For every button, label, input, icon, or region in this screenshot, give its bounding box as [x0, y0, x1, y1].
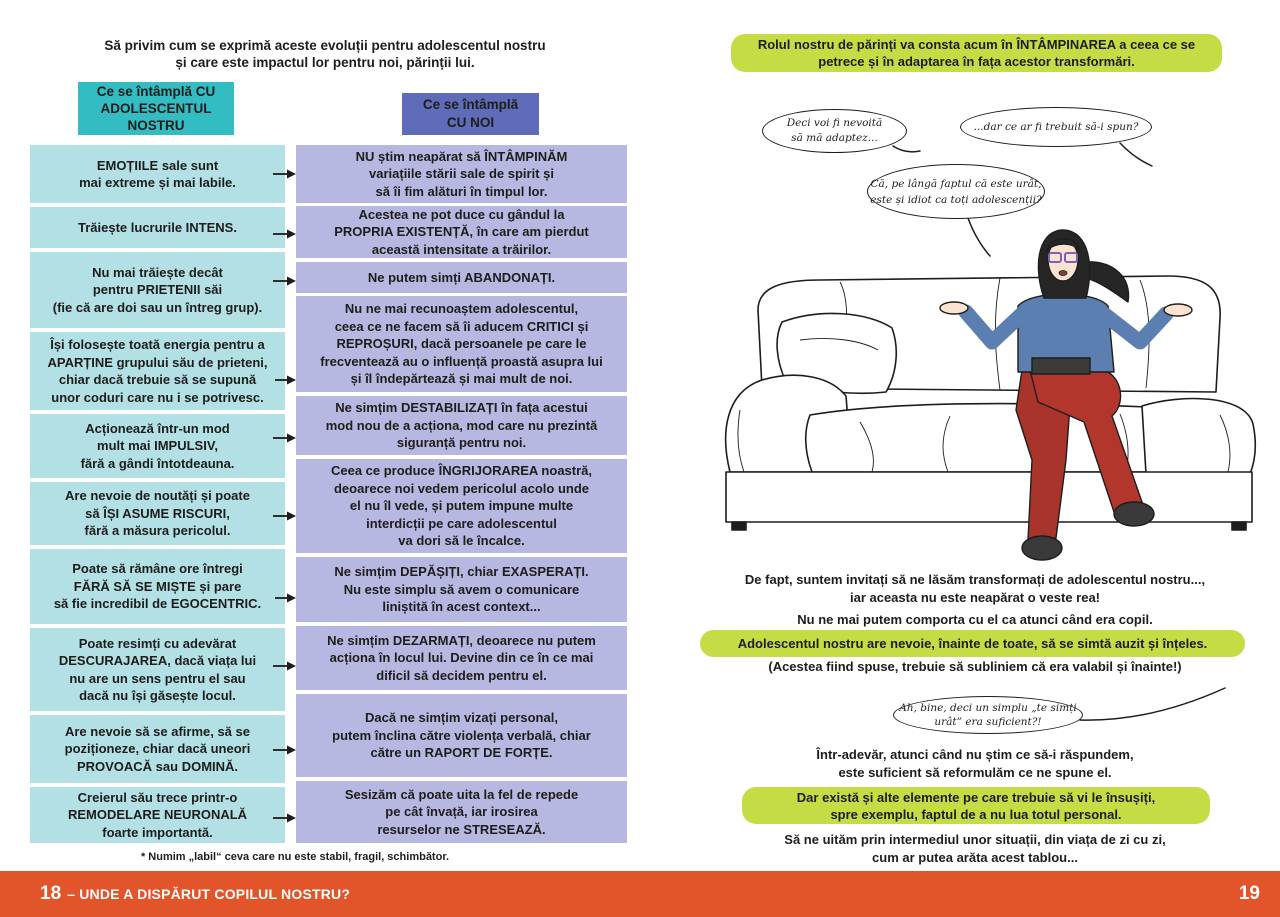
cell-text-line: acționa în locul lui. Devine din ce în ce mai: [329, 650, 594, 666]
cell-text-line: Nu este simplu să avem o comunicare: [343, 581, 580, 597]
cell-text-line: chiar dacă trebuie să se supună: [58, 372, 257, 387]
cell-text-line: PROPRIA EXISTENȚĂ, în care am pierdut: [334, 224, 589, 240]
paragraph-line: Să ne uităm prin intermediul unor situații, din viața de zi cu zi,: [784, 832, 1166, 847]
highlight-line: petrece și în adaptarea în fața acestor transformări.: [818, 54, 1135, 69]
cell-text-line: Nu ne mai recunoaștem adolescentul,: [344, 301, 579, 317]
row-4-adolescent-cell: [30, 332, 285, 410]
cell-text-line: poziționeze, chiar dacă uneori: [64, 741, 251, 757]
row-5-adolescent-cell: [30, 414, 285, 478]
cell-text-line: pe cât învață, iar irosirea: [385, 804, 538, 820]
cell-text-line: Are nevoie să se afirme, să se: [64, 723, 250, 739]
bubble-line: urât” era suficient?!: [934, 716, 1042, 728]
cell-text-line: să ÎȘI ASUME RISCURI,: [85, 505, 230, 521]
row-9-adolescent-cell: [30, 715, 285, 783]
cell-text-line: Acestea ne pot duce cu gândul la: [358, 206, 565, 222]
speech-tail-icon: [1120, 143, 1152, 166]
highlight-line: Rolul nostru de părinți va consta acum în ÎNTÂMPINAREA a ceea ce se: [757, 37, 1196, 52]
highlight-line: spre exemplu, faptul de a nu lua totul personal.: [830, 806, 1122, 822]
page-number-right: 19: [1238, 883, 1260, 904]
bubble-line: ...dar ce ar fi trebuit să-i spun?: [973, 120, 1139, 133]
cell-text-line: să fie incredibil de EGOCENTRIC.: [53, 596, 262, 612]
cell-text-line: Are nevoie de noutăți și poate: [65, 488, 250, 504]
footnote: [0, 849, 590, 865]
speech-bubble-4: [893, 696, 1083, 734]
cell-text-line: liniștită în acest context...: [382, 599, 541, 615]
intro-highlight: [731, 34, 1222, 72]
column-header-parents: [402, 93, 539, 135]
cell-text-line: el nu îl vede, și putem impune multe: [349, 498, 574, 514]
row-10-adolescent-cell: [30, 787, 285, 843]
speech-bubble-2: [960, 107, 1152, 147]
row-6-parents-cell: [296, 459, 627, 553]
highlight-line: Dar există și alte elemente pe care trebuie să vi le însușiți,: [796, 789, 1156, 805]
cell-text-line: Ceea ce produce ÎNGRIJORAREA noastră,: [330, 463, 593, 479]
highlight-heard-understood: [700, 630, 1245, 657]
cell-text-line: interdicții pe care adolescentul: [366, 515, 557, 531]
cell-text-line: frecventează au o influență proastă asupra lui: [320, 353, 603, 369]
cell-text-line: mult mai IMPULSIV,: [97, 438, 218, 454]
cell-text-line: ceea ce ne facem să îi aducem CRITICI și: [334, 318, 589, 334]
cell-text-line: Își folosește toată energia pentru a: [50, 337, 265, 352]
intro-line: Să privim cum se exprimă aceste evoluții pentru adolescentul nostru: [104, 38, 546, 53]
cell-text-line: foarte importantă.: [102, 824, 213, 840]
cell-text-line: Ne simțim DESTABILIZAȚI în fața acestui: [335, 400, 588, 416]
bubble-line: este și idiot ca toți adolescenții?: [870, 193, 1042, 206]
cell-text-line: REMODELARE NEURONALĂ: [67, 807, 248, 823]
paragraph-situations: [700, 831, 1250, 866]
paragraph-line: cum ar putea arăta acest tablou...: [872, 849, 1078, 865]
row-3-adolescent-cell: [30, 252, 285, 328]
cell-text-line: nu are un sens pentru el sau: [69, 670, 246, 686]
cell-text-line: Trăiește lucrurile INTENS.: [78, 219, 237, 235]
cell-text-line: fără a gândi întotdeauna.: [80, 455, 235, 471]
speech-tail-icon: [1080, 688, 1225, 720]
row-10-parents-cell: [296, 781, 627, 843]
row-5-parents-cell: [296, 396, 627, 455]
speech-bubble-3: [867, 164, 1045, 219]
column-header-line: Ce se întâmplă CU: [96, 84, 216, 99]
cell-text-line: fără a măsura pericolul.: [84, 523, 231, 539]
paragraph-not-a-child: [700, 611, 1250, 629]
paragraph-line: Într-adevăr, atunci când nu știm ce să-i răspundem,: [816, 747, 1134, 762]
column-header-adolescent: [78, 82, 234, 135]
footer-bar: [0, 871, 1280, 917]
cell-text-line: (fie că are doi sau un întreg grup).: [52, 299, 263, 315]
running-title: – UNDE A DISPĂRUT COPILUL NOSTRU?: [67, 886, 351, 902]
cell-text-line: Poate să rămâne ore întregi: [72, 561, 243, 577]
cell-text-line: Dacă ne simțim vizați personal,: [365, 710, 558, 726]
bubble-line: Ah, bine, deci un simplu „te simți: [899, 702, 1077, 714]
row-7-parents-cell: [296, 557, 627, 622]
parent-on-couch-illustration: [700, 210, 1258, 570]
cell-text-line: mai extreme și mai labile.: [79, 175, 236, 190]
cell-text-line: mod nou de a acționa, mod care nu prezintă: [325, 417, 598, 433]
cell-text-line: Creierul său trece printr-o: [77, 789, 238, 805]
paragraph-reformulate: [700, 746, 1250, 781]
cell-text-line: va dori să le încalce.: [398, 533, 525, 549]
cell-text-line: Ne simțim DEZARMAȚI, deoarece nu putem: [327, 632, 596, 648]
row-2-adolescent-cell: [30, 207, 285, 248]
cell-text-line: Acționează într-un mod: [85, 420, 230, 436]
cell-text-line: variațiile stării sale de spirit și: [369, 166, 554, 182]
cell-text-line: pentru PRIETENII săi: [92, 282, 223, 298]
cell-text-line: dificil să decidem pentru el.: [376, 667, 547, 683]
cell-text-line: siguranță pentru noi.: [396, 435, 527, 451]
cell-text-line: resurselor ne STRESEAZĂ.: [377, 821, 546, 837]
paragraph-line: (Acestea fiind spuse, trebuie să subliniem că era valabil și înainte!): [768, 659, 1182, 675]
cell-text-line: Nu mai trăiește decât: [92, 264, 223, 280]
row-6-adolescent-cell: [30, 482, 285, 545]
cell-text-line: APARȚINE grupului său de prieteni,: [47, 354, 268, 370]
row-3-parents-cell: [296, 262, 627, 293]
bubble-line: Deci voi fi nevoită: [786, 117, 883, 129]
cell-text-line: dacă nu își găsește locul.: [79, 688, 236, 703]
paragraph-line: iar aceasta nu este neapărat o veste rea!: [849, 589, 1101, 605]
paragraph-aside: [700, 658, 1250, 676]
paragraph-line: este suficient să reformulăm ce ne spune el.: [838, 764, 1112, 780]
column-header-line: ADOLESCENTUL: [100, 101, 212, 116]
cell-text-line: să îi fim alături în timpul lor.: [375, 183, 548, 199]
paragraph-line: Nu ne mai putem comporta cu el ca atunci când era copil.: [797, 612, 1153, 628]
cell-text-line: Ne putem simți ABANDONAȚI.: [367, 269, 556, 285]
cell-text-line: PROVOACĂ sau DOMINĂ.: [76, 758, 239, 774]
cell-text-line: DESCURAJAREA, dacă viața lui: [58, 653, 257, 668]
row-7-adolescent-cell: [30, 549, 285, 624]
cell-text-line: și îl îndepărtează și mai mult de noi.: [350, 371, 573, 387]
bubble-line: să mă adaptez...: [791, 132, 878, 144]
footnote-line: * Numim „labil“ ceva care nu este stabil, fragil, schimbător.: [140, 851, 450, 863]
column-header-line: Ce se întâmplă: [422, 97, 519, 112]
cell-text-line: Poate resimți cu adevărat: [78, 635, 237, 651]
cell-text-line: putem înclina către violența verbală, chiar: [332, 727, 591, 743]
cell-text-line: NU știm neapărat să ÎNTÂMPINĂM: [355, 148, 568, 164]
highlight-not-personal: [742, 787, 1210, 824]
cell-text-line: REPROȘURI, dacă persoanele pe care le: [336, 336, 587, 352]
speech-bubble-1: [762, 109, 907, 153]
row-1-adolescent-cell: [30, 145, 285, 203]
cell-text-line: unor coduri care nu i se potrivesc.: [51, 389, 264, 405]
row-8-adolescent-cell: [30, 628, 285, 711]
cell-text-line: către un RAPORT DE FORȚE.: [370, 745, 553, 761]
bubble-line: Că, pe lângă faptul că este urât,: [870, 177, 1042, 190]
cell-text-line: FĂRĂ SĂ SE MIȘTE și pare: [73, 578, 242, 594]
cell-text-line: deoarece noi vedem pericolul acolo unde: [333, 480, 590, 496]
paragraph-transformation: [700, 571, 1250, 606]
column-header-line: NOSTRU: [127, 118, 185, 133]
row-1-parents-cell: [296, 145, 627, 203]
intro-line: și care este impactul lor pentru noi, părinții lui.: [175, 55, 475, 70]
speech-tail-icon: [893, 146, 920, 152]
paragraph-line: De fapt, suntem invitați să ne lăsăm transformați de adolescentul nostru...,: [744, 572, 1206, 587]
highlight-line: Adolescentul nostru are nevoie, înainte de toate, să se simtă auzit și înțeles.: [737, 636, 1208, 651]
column-header-line: CU NOI: [446, 115, 495, 130]
page-number-left: 18: [40, 883, 62, 904]
cell-text-line: Ne simțim DEPĂȘIȚI, chiar EXASPERAȚI.: [334, 564, 589, 580]
row-8-parents-cell: [296, 626, 627, 690]
cell-text-line: EMOȚIILE sale sunt: [96, 157, 219, 173]
footer-left: [40, 871, 350, 917]
cell-text-line: această intensitate a trăirilor.: [371, 241, 552, 257]
row-9-parents-cell: [296, 694, 627, 777]
intro-heading: [10, 36, 640, 72]
row-4-parents-cell: [296, 296, 627, 392]
cell-text-line: Sesizăm că poate uita la fel de repede: [344, 786, 579, 802]
row-2-parents-cell: [296, 206, 627, 258]
